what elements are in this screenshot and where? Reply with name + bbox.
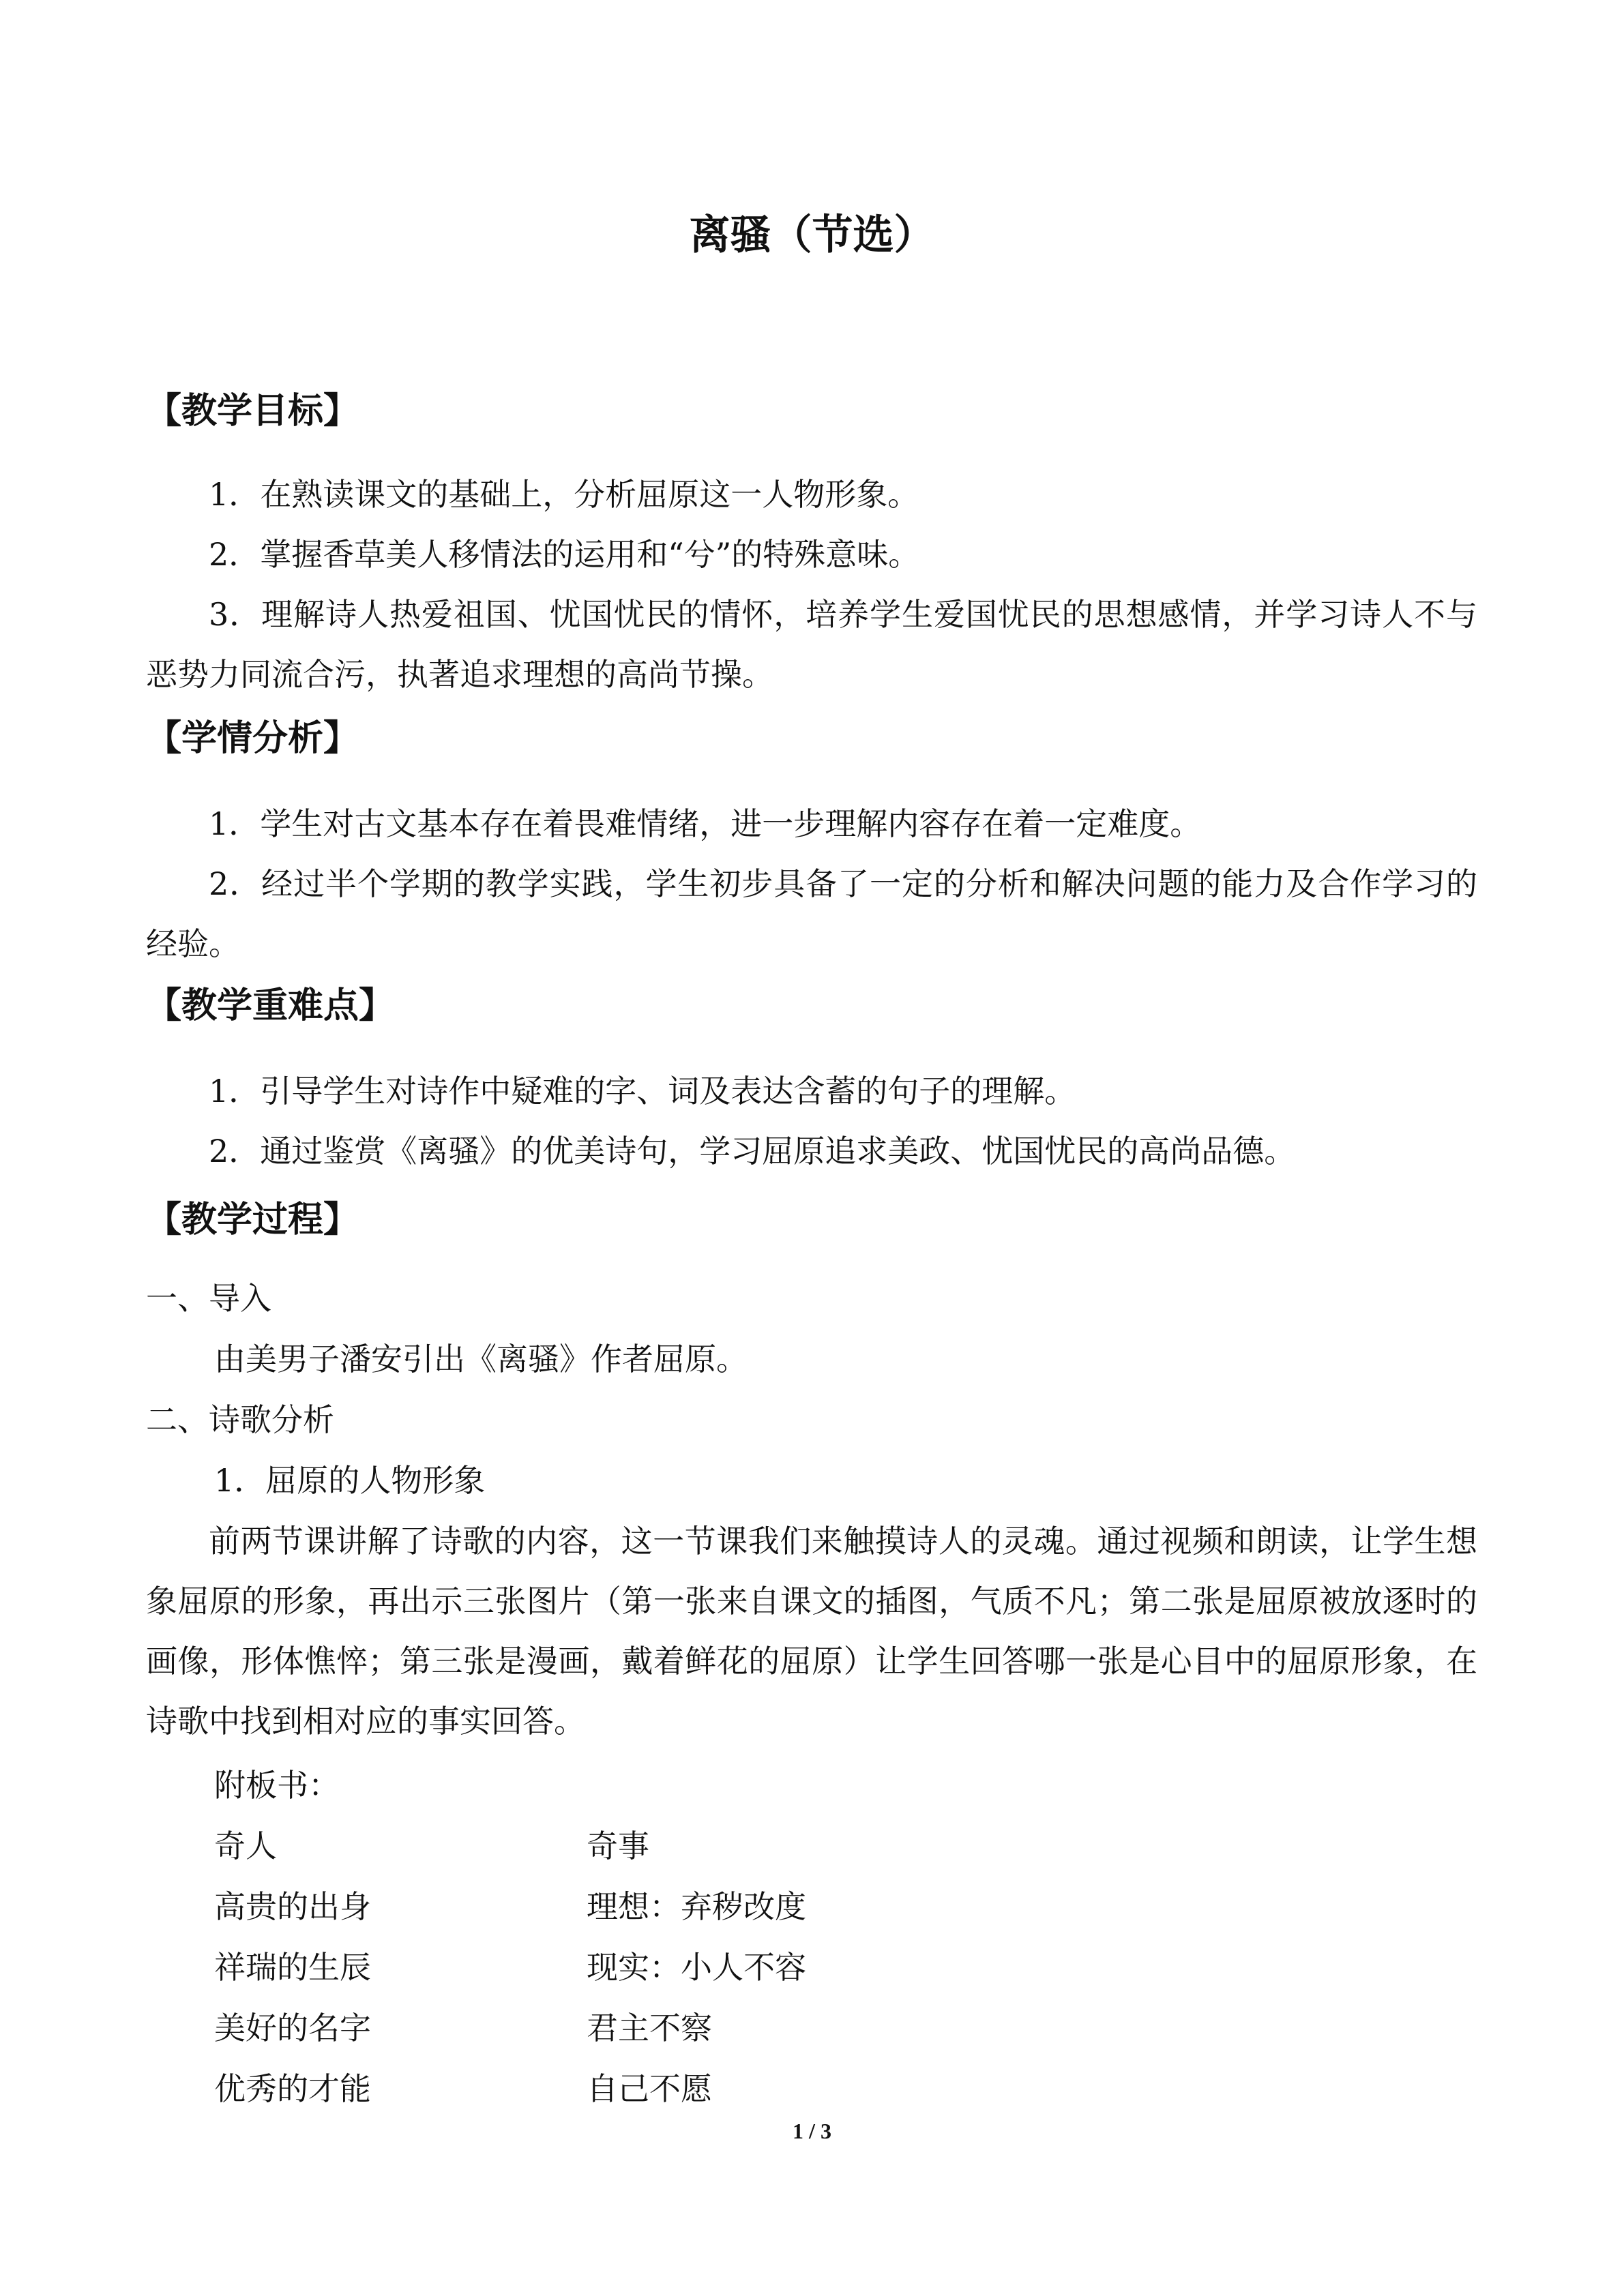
objective-item-2: 2．掌握香草美人移情法的运用和“兮”的特殊意味。 [209, 536, 920, 573]
board-left-2: 高贵的出身 [214, 1888, 371, 1925]
process-step-1-text: 由美男子潘安引出《离骚》作者屈原。 [214, 1341, 748, 1377]
board-label: 附板书： [214, 1767, 340, 1804]
board-right-5: 自己不愿 [587, 2070, 712, 2107]
analysis-item-1: 1．学生对古文基本存在着畏难情绪，进一步理解内容存在着一定难度。 [209, 805, 1202, 842]
analysis-item-2: 2．经过半个学期的教学实践，学生初步具备了一定的分析和解决问题的能力及合作学习的经验。 [146, 865, 1477, 962]
board-left-5: 优秀的才能 [214, 2070, 371, 2107]
process-step-2-text: 前两节课讲解了诗歌的内容，这一节课我们来触摸诗人的灵魂。通过视频和朗读，让学生想象屈原的形象，再出示三张图片（第一张来自课文的插图，气质不凡；第二张是屈原被放逐时的画像，形体憔悴；第三张是漫画，戴着鲜花的屈原）让学生回答哪一张是心目中的屈原形象，在诗歌中找到相对应的事实回答。 [146, 1523, 1477, 1740]
heading-key-points: 【教学重难点】 [146, 985, 395, 1026]
heading-learning-analysis: 【学情分析】 [146, 718, 359, 759]
board-right-4: 君主不察 [587, 2010, 712, 2046]
board-left-3: 祥瑞的生辰 [214, 1949, 371, 1986]
objective-item-1: 1．在熟读课文的基础上，分析屈原这一人物形象。 [209, 476, 919, 513]
board-left-1: 奇人 [214, 1828, 277, 1864]
board-left-4: 美好的名字 [214, 2010, 371, 2046]
keypoint-item-1: 1．引导学生对诗作中疑难的字、词及表达含蓄的句子的理解。 [209, 1073, 1076, 1109]
keypoint-item-2: 2．通过鉴赏《离骚》的优美诗句，学习屈原追求美政、忧国忧民的高尚品德。 [209, 1133, 1296, 1169]
heading-teaching-objectives: 【教学目标】 [146, 391, 359, 432]
heading-teaching-process: 【教学过程】 [146, 1199, 359, 1240]
objective-item-3: 3．理解诗人热爱祖国、忧国忧民的情怀，培养学生爱国忧民的思想感情，并学习诗人不与恶势力同流合污，执著追求理想的高尚节操。 [146, 596, 1477, 693]
document-title: 离骚（节选） [689, 211, 935, 259]
board-right-1: 奇事 [587, 1828, 649, 1864]
board-right-2: 理想：弃秽改度 [587, 1888, 806, 1925]
process-step-2-subtitle: 1．屈原的人物形象 [214, 1462, 486, 1499]
board-right-3: 现实：小人不容 [587, 1949, 806, 1986]
page-number: 1 / 3 [793, 2119, 831, 2143]
process-step-1-title: 一、导入 [146, 1280, 271, 1317]
process-step-2-title: 二、诗歌分析 [146, 1401, 334, 1438]
